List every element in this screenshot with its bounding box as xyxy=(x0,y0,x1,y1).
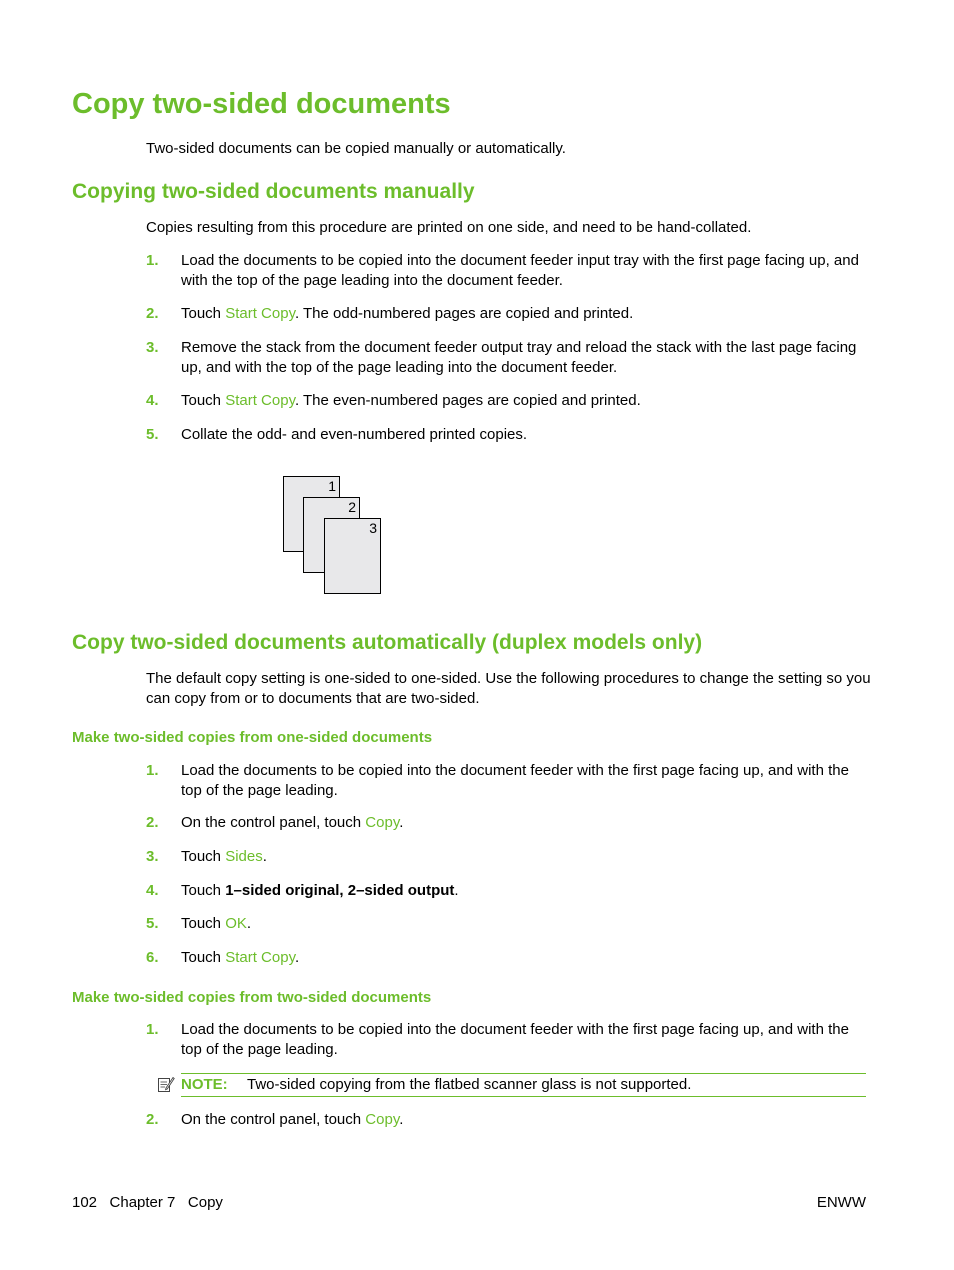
intro-text: Two-sided documents can be copied manually or automatically. xyxy=(146,140,566,157)
step-number: 3. xyxy=(146,848,159,865)
option-name: 1–sided original, 2–sided output xyxy=(225,882,455,899)
start-copy-link: Start Copy xyxy=(225,392,295,409)
step-number: 2. xyxy=(146,1111,159,1128)
step-number: 1. xyxy=(146,252,159,269)
two-sided-heading: Make two-sided copies from two-sided documents xyxy=(72,989,432,1006)
step-number: 2. xyxy=(146,305,159,322)
step-text: Touch OK. xyxy=(181,915,252,932)
step-number: 4. xyxy=(146,392,159,409)
note-text: Two-sided copying from the flatbed scanner glass is not supported. xyxy=(247,1076,692,1093)
copy-link: Copy xyxy=(365,814,400,831)
step-text: Touch Sides. xyxy=(181,848,267,865)
start-copy-link: Start Copy xyxy=(225,305,295,322)
note-label: NOTE: xyxy=(181,1076,228,1093)
step-number: 5. xyxy=(146,915,159,932)
ok-link: OK xyxy=(225,915,247,932)
step-text: Load the documents to be copied into the document feeder with the first page facing up, and with the top of the page leading. xyxy=(181,1021,849,1058)
page-title: Copy two-sided documents xyxy=(72,88,451,120)
step-number: 5. xyxy=(146,426,159,443)
step-number: 3. xyxy=(146,339,159,356)
manual-intro: Copies resulting from this procedure are printed on one side, and need to be hand-collated. xyxy=(146,219,752,236)
step-text: Load the documents to be copied into the document feeder input tray with the first page facing up, and with the top of the page leading into the document feeder. xyxy=(181,252,859,289)
step-text: Collate the odd- and even-numbered printed copies. xyxy=(181,426,528,443)
step-text: Touch Start Copy. The odd-numbered pages are copied and printed. xyxy=(181,305,634,322)
step-number: 1. xyxy=(146,1021,159,1038)
manual-heading: Copying two-sided documents manually xyxy=(72,180,475,203)
step-text: Load the documents to be copied into the document feeder with the first page facing up, and with the top of the page leading. xyxy=(181,762,849,799)
note-box xyxy=(181,1073,866,1097)
step-text: On the control panel, touch Copy. xyxy=(181,1111,404,1128)
page-sheet-1: 1 xyxy=(283,476,340,552)
step-text: Remove the stack from the document feeder output tray and reload the stack with the last page facing up, and with the top of the page leading into the document feeder. xyxy=(181,339,857,376)
one-sided-heading: Make two-sided copies from one-sided documents xyxy=(72,729,433,746)
page-sheet-2: 2 xyxy=(303,497,360,573)
step-number: 6. xyxy=(146,949,159,966)
footer-right: ENWW xyxy=(816,1194,866,1211)
step-text: On the control panel, touch Copy. xyxy=(181,814,404,831)
step-number: 4. xyxy=(146,882,159,899)
auto-heading: Copy two-sided documents automatically (duplex models only) xyxy=(72,631,703,654)
page-sheet-3: 3 xyxy=(324,518,381,594)
step-number: 2. xyxy=(146,814,159,831)
step-text: Touch Start Copy. The even-numbered pages are copied and printed. xyxy=(181,392,641,409)
auto-intro: The default copy setting is one-sided to one-sided. Use the following procedures to change the setting so you can copy from or to documents that are two-sided. xyxy=(146,670,871,707)
step-text: Touch Start Copy. xyxy=(181,949,300,966)
start-copy-link: Start Copy xyxy=(225,949,295,966)
sides-link: Sides xyxy=(225,848,263,865)
step-number: 1. xyxy=(146,762,159,779)
step-text: Touch 1–sided original, 2–sided output. xyxy=(181,882,459,899)
footer-left: 102 Chapter 7 Copy xyxy=(72,1194,223,1211)
note-icon xyxy=(157,1075,175,1093)
copy-link: Copy xyxy=(365,1111,400,1128)
